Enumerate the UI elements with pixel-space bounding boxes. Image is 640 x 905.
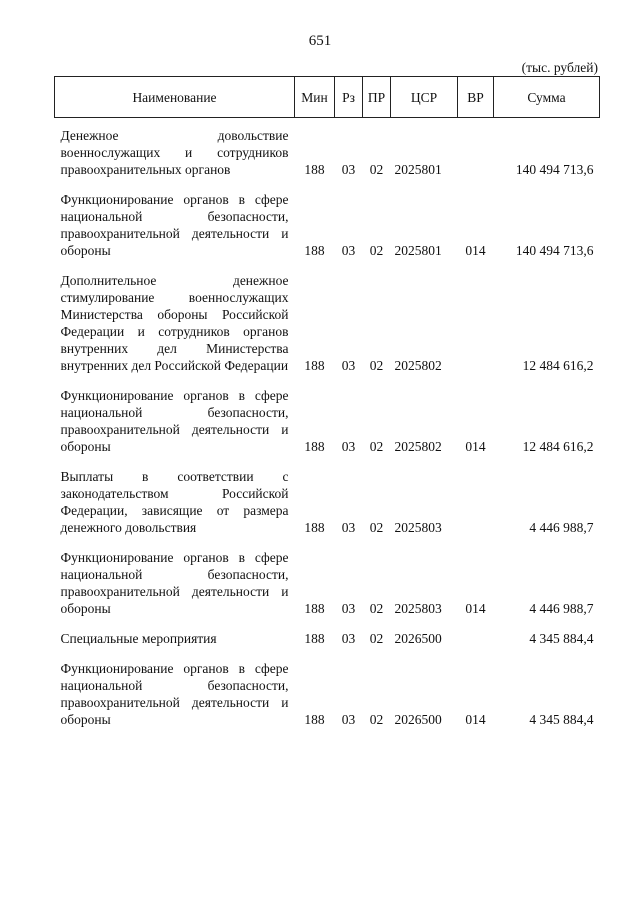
row-vr (458, 455, 494, 536)
table-row (55, 118, 600, 179)
row-rz: 03 (341, 358, 356, 373)
row-sum: 140 494 713,6 (515, 243, 594, 258)
row-pr: 02 (369, 162, 384, 177)
row-min: 188 (304, 243, 325, 258)
row-vr (458, 259, 494, 374)
row-rz: 03 (341, 162, 356, 177)
row-pr: 02 (369, 358, 384, 373)
budget-table (54, 76, 600, 728)
row-csr: 2026500 (394, 712, 442, 727)
row-pr: 02 (369, 631, 384, 646)
row-rz: 03 (341, 520, 356, 535)
table-row (55, 374, 600, 455)
row-name: Функционирование органов в сфере национальной безопасности, правоохранительной деятельности и обороны (60, 550, 289, 616)
row-min: 188 (304, 712, 325, 727)
row-min: 188 (304, 631, 325, 646)
row-sum: 12 484 616,2 (522, 439, 594, 454)
table-body (55, 118, 600, 729)
row-pr: 02 (369, 243, 384, 258)
header-vr: ВР (458, 77, 494, 118)
row-csr: 2025802 (394, 439, 442, 454)
row-rz: 03 (341, 439, 356, 454)
header-name: Наименование (55, 77, 295, 118)
row-csr: 2026500 (394, 631, 442, 646)
row-name: Функционирование органов в сфере национальной безопасности, правоохранительной деятельности и обороны (60, 388, 289, 454)
row-vr: 014 (465, 712, 486, 727)
row-pr: 02 (369, 520, 384, 535)
row-vr (458, 118, 494, 179)
row-name: Функционирование органов в сфере национальной безопасности, правоохранительной деятельности и обороны (60, 192, 289, 258)
row-min: 188 (304, 520, 325, 535)
units-label: (тыс. рублей) (521, 60, 598, 75)
row-sum: 4 345 884,4 (529, 712, 594, 727)
table-row (55, 455, 600, 536)
row-vr: 014 (465, 243, 486, 258)
row-min: 188 (304, 162, 325, 177)
header-min: Мин (295, 77, 335, 118)
row-name: Дополнительное денежное стимулирование военнослужащих Министерства обороны Российской Федерации и сотрудников органов внутренних дел Министерства внутренних дел Российской Федерации (60, 273, 289, 373)
table-row (55, 536, 600, 617)
row-min: 188 (304, 439, 325, 454)
row-min: 188 (304, 601, 325, 616)
row-rz: 03 (341, 243, 356, 258)
header-rz: Рз (335, 77, 363, 118)
row-csr: 2025801 (394, 162, 442, 177)
row-pr: 02 (369, 601, 384, 616)
row-vr (458, 617, 494, 647)
row-csr: 2025803 (394, 601, 442, 616)
row-rz: 03 (341, 631, 356, 646)
row-min: 188 (304, 358, 325, 373)
row-name: Выплаты в соответствии с законодательством Российской Федерации, зависящие от размера денежного довольствия (60, 469, 289, 535)
row-rz: 03 (341, 712, 356, 727)
row-csr: 2025801 (394, 243, 442, 258)
row-csr: 2025802 (394, 358, 442, 373)
page-number: 651 (308, 33, 332, 49)
row-pr: 02 (369, 712, 384, 727)
table-row (55, 647, 600, 728)
row-csr: 2025803 (394, 520, 442, 535)
header-sum: Сумма (494, 77, 600, 118)
row-vr: 014 (465, 601, 486, 616)
row-sum: 4 446 988,7 (529, 601, 594, 616)
row-sum: 4 446 988,7 (529, 520, 594, 535)
row-vr: 014 (465, 439, 486, 454)
row-pr: 02 (369, 439, 384, 454)
table-header (55, 77, 600, 118)
row-rz: 03 (341, 601, 356, 616)
header-pr: ПР (363, 77, 391, 118)
table-row (55, 178, 600, 259)
table-row (55, 259, 600, 374)
row-sum: 140 494 713,6 (515, 162, 594, 177)
row-name: Денежное довольствие военнослужащих и сотрудников правоохранительных органов (60, 128, 289, 177)
table-row (55, 617, 600, 647)
row-name: Функционирование органов в сфере национальной безопасности, правоохранительной деятельности и обороны (60, 661, 289, 727)
header-csr: ЦСР (391, 77, 458, 118)
row-sum: 4 345 884,4 (529, 631, 594, 646)
row-sum: 12 484 616,2 (522, 358, 594, 373)
row-name: Специальные мероприятия (60, 631, 217, 646)
